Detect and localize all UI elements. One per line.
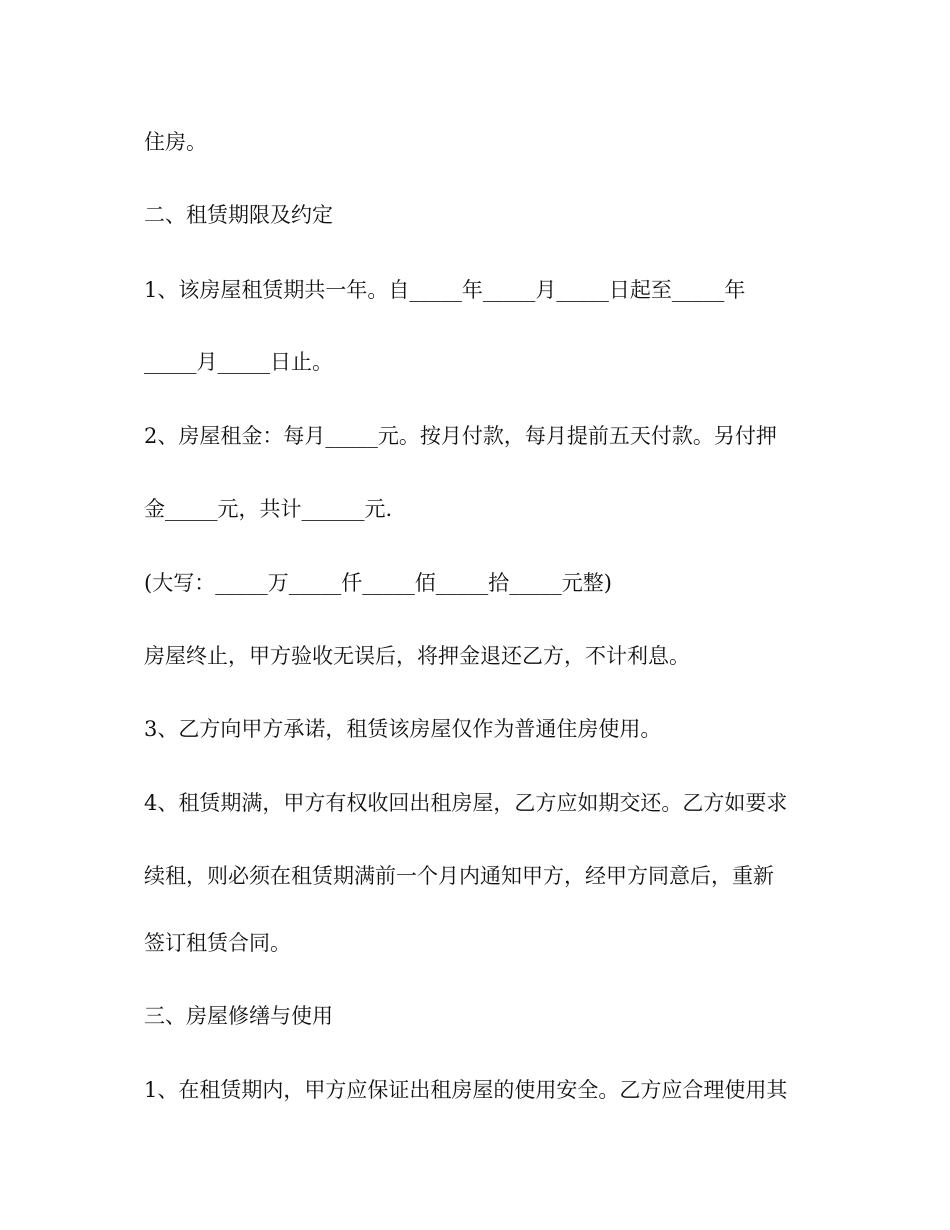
clause-lease-period-end: _____月_____日止。 bbox=[144, 350, 333, 374]
clause-lease-renewal: 续租，则必须在租赁期满前一个月内通知甲方，经甲方同意后，重新 bbox=[144, 864, 774, 888]
text-line-continuation: 住房。 bbox=[144, 130, 207, 154]
clause-lease-expiry: 4、租赁期满，甲方有权收回出租房屋，乙方应如期交还。乙方如要求 bbox=[144, 791, 788, 815]
section-heading-repair-and-use: 三、房屋修缮与使用 bbox=[144, 1004, 333, 1028]
clause-lease-period: 1、该房屋租赁期共一年。自_____年_____月_____日起至_____年 bbox=[144, 278, 746, 302]
clause-rent: 2、房屋租金：每月_____元。按月付款，每月提前五天付款。另付押 bbox=[144, 424, 777, 448]
clause-safe-use: 1、在租赁期内，甲方应保证出租房屋的使用安全。乙方应合理使用其 bbox=[144, 1078, 788, 1102]
section-heading-lease-term: 二、租赁期限及约定 bbox=[144, 203, 333, 227]
clause-residential-use: 3、乙方向甲方承诺，租赁该房屋仅作为普通住房使用。 bbox=[144, 717, 662, 741]
clause-deposit: 金_____元，共计______元. bbox=[144, 497, 393, 521]
clause-amount-in-words: (大写：_____万_____仟_____佰_____拾_____元整) bbox=[144, 571, 612, 595]
clause-deposit-refund: 房屋终止，甲方验收无误后，将押金退还乙方，不计利息。 bbox=[144, 644, 690, 668]
clause-new-contract: 签订租赁合同。 bbox=[144, 931, 291, 955]
